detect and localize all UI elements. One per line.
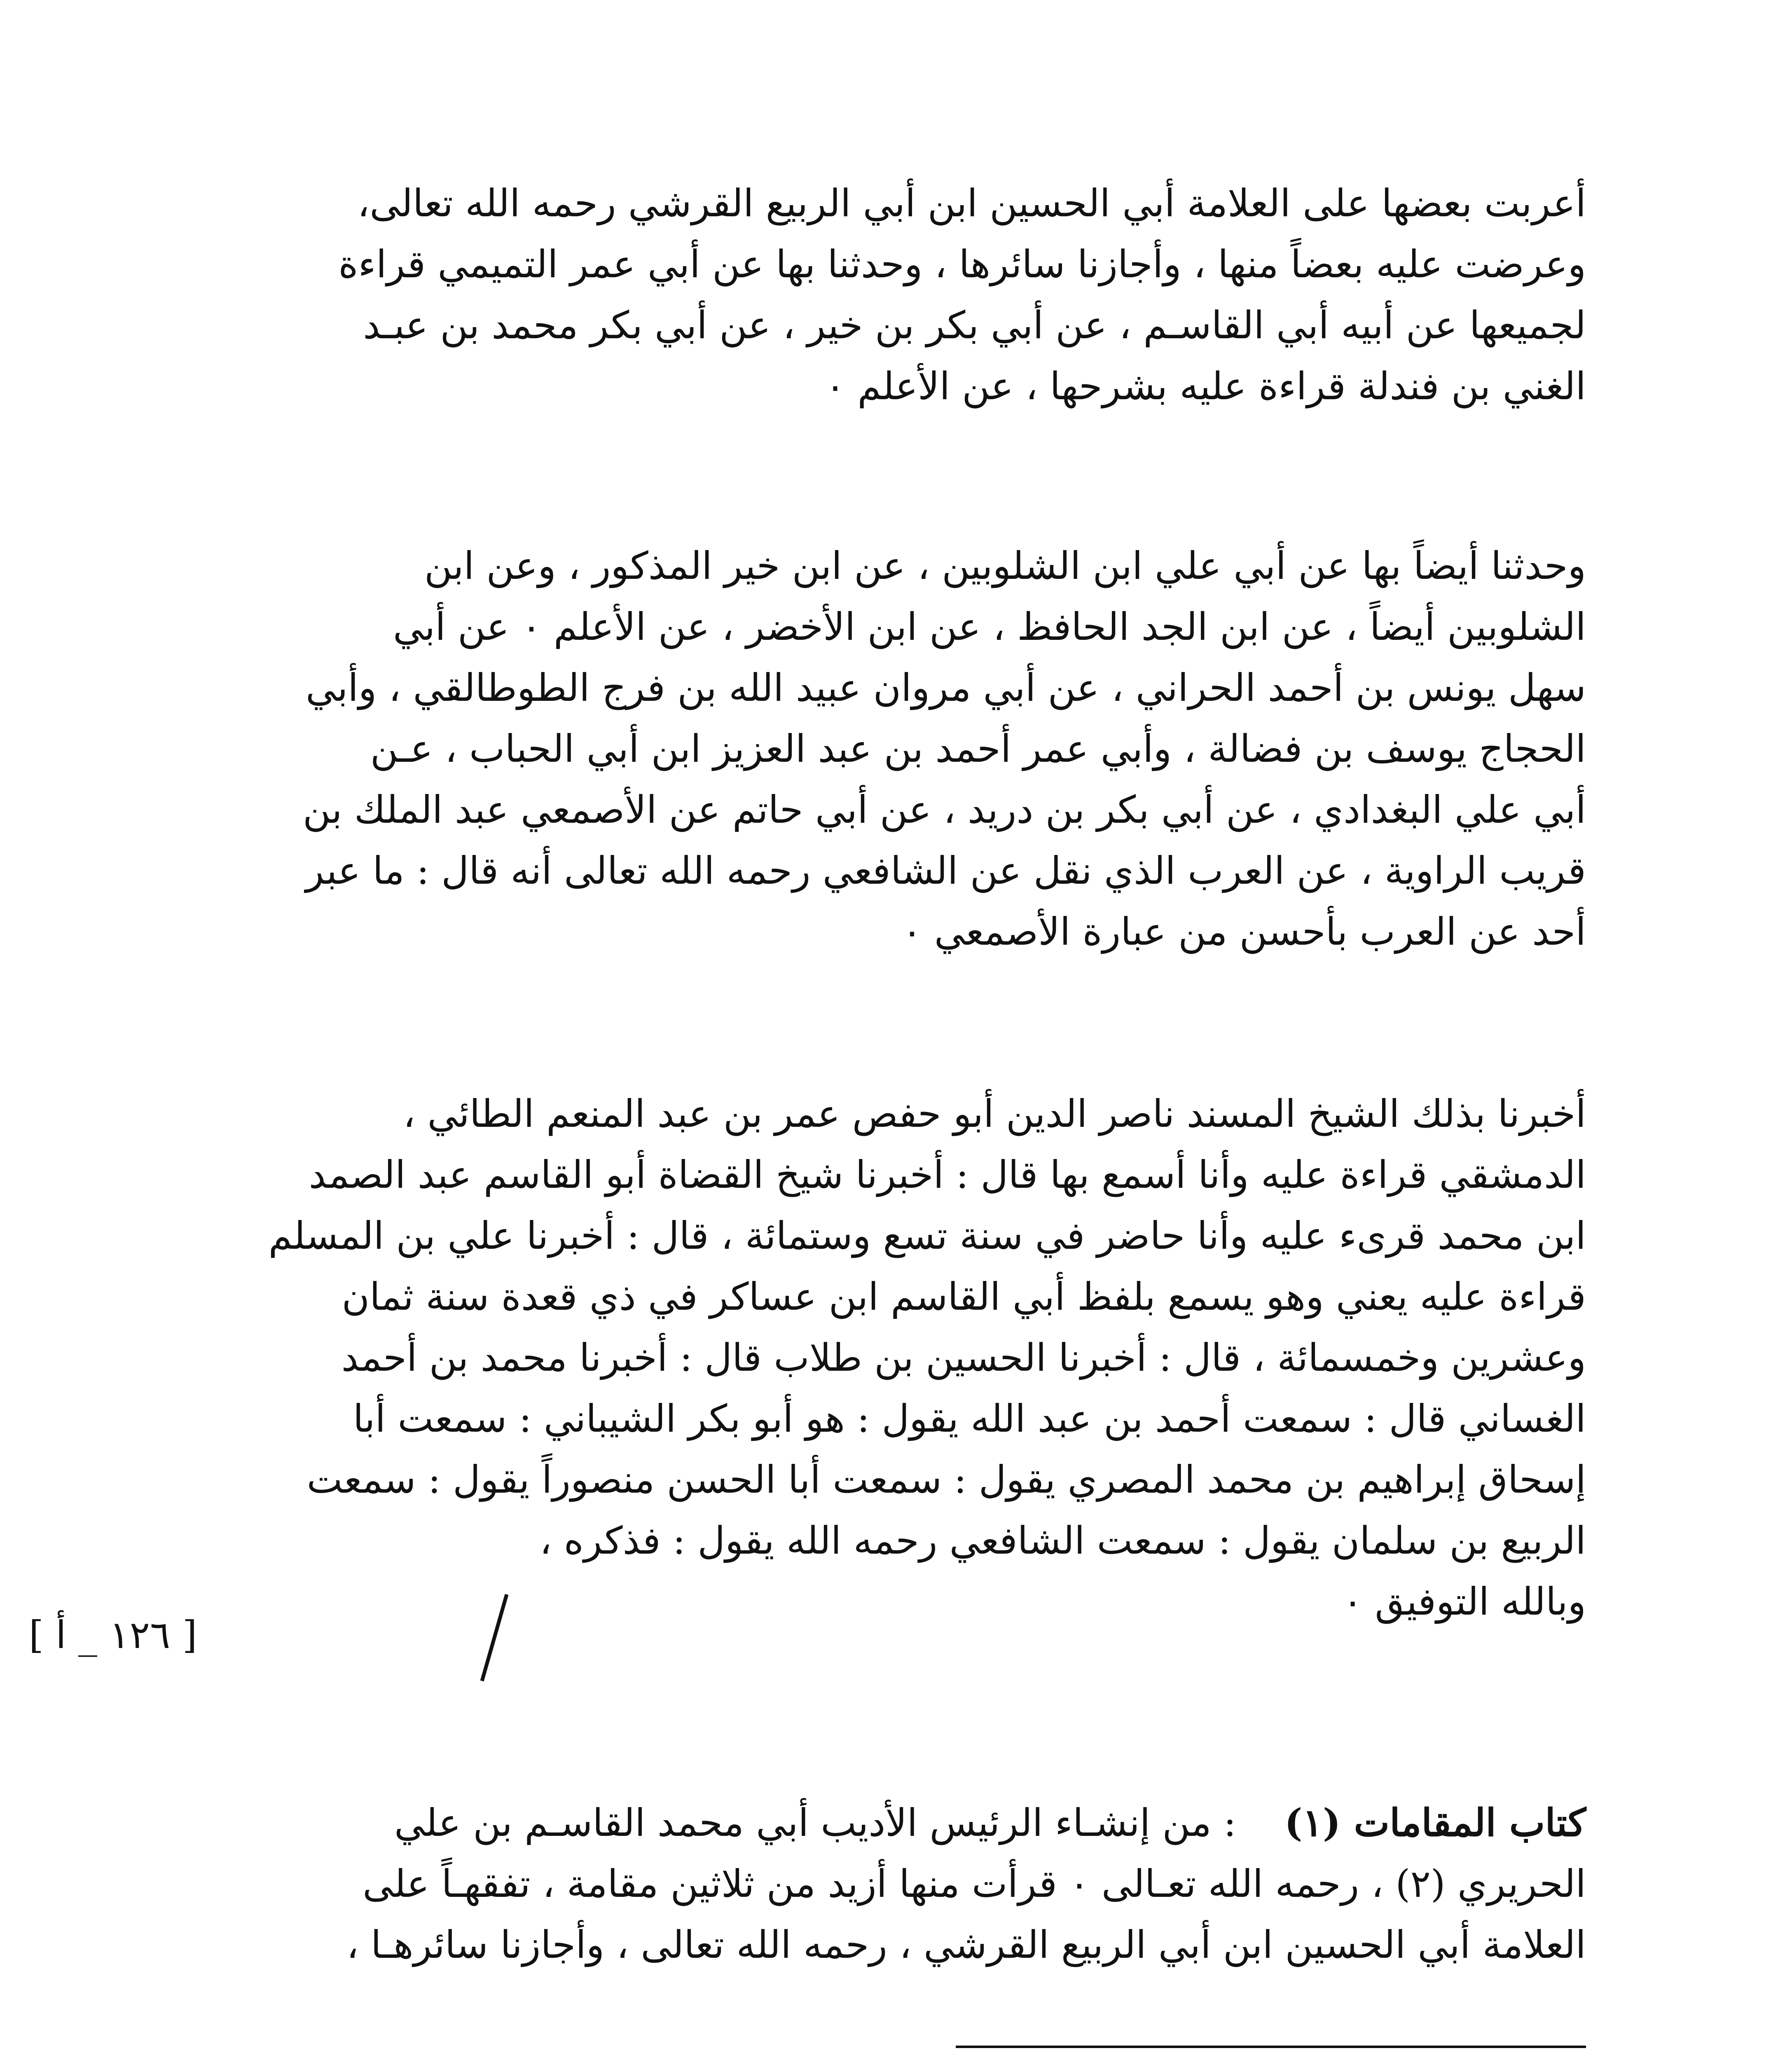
paragraph-1 xyxy=(255,173,1586,417)
text-line: أبي علي البغدادي ، عن أبي بكر بن دريد ، عن أبي حاتم عن الأصمعي عبد الملك بن xyxy=(302,788,1586,832)
text-line: العلامة أبي الحسين ابن أبي الربيع القرشي ، رحمه الله تعالى ، وأجازنا سائرهـا ، xyxy=(346,1923,1586,1967)
folio-slash-mark xyxy=(478,1590,511,1685)
text-line: الربيع بن سلمان يقول : سمعت الشافعي رحمه الله يقول : فذكره ، xyxy=(539,1519,1586,1563)
text-line: وعرضت عليه بعضاً منها ، وأجازنا سائرها ، وحدثنا بها عن أبي عمر التميمي قراءة xyxy=(338,242,1586,286)
folio-marginal-note: [ ١٢٦ _ أ ] xyxy=(29,1613,197,1657)
text-line: أخبرنا بذلك الشيخ المسند ناصر الدين أبو حفص عمر بن عبد المنعم الطائي ، xyxy=(403,1092,1586,1136)
text-line: الدمشقي قراءة عليه وأنا أسمع بها قال : أخبرنا شيخ القضاة أبو القاسم عبد الصمد xyxy=(309,1153,1586,1197)
text-line: إسحاق إبراهيم بن محمد المصري يقول : سمعت أبا الحسن منصوراً يقول : سمعت xyxy=(306,1458,1586,1502)
text-line-with-heading xyxy=(255,1792,1586,1854)
footnote-separator xyxy=(956,2046,1586,2048)
paragraph-2 xyxy=(255,536,1586,962)
text-line: أحد عن العرب بأحسن من عبارة الأصمعي ٠ xyxy=(902,910,1586,954)
text-line: قراءة عليه يعني وهو يسمع بلفظ أبي القاسم ابن عساكر في ذي قعدة سنة ثمان xyxy=(342,1275,1586,1319)
text-line: الحجاج يوسف بن فضالة ، وأبي عمر أحمد بن عبد العزيز ابن أبي الحباب ، عـن xyxy=(370,727,1586,771)
text-line: لجميعها عن أبيه أبي القاسـم ، عن أبي بكر بن خير ، عن أبي بكر محمد بن عبـد xyxy=(363,303,1586,347)
text-line: وحدثنا أيضاً بها عن أبي علي ابن الشلوبين ، عن ابن خير المذكور ، وعن ابن xyxy=(424,544,1586,588)
text-line: : من إنشـاء الرئيس الأديب أبي محمد القاسـم بن علي xyxy=(394,1801,1236,1845)
text-line: قريب الراوية ، عن العرب الذي نقل عن الشافعي رحمه الله تعالى أنه قال : ما عبر xyxy=(305,849,1586,893)
text-line: سهل يونس بن أحمد الحراني ، عن أبي مروان عبيد الله بن فرج الطوطالقي ، وأبي xyxy=(306,666,1586,710)
text-line: الحريري (٢) ، رحمه الله تعـالى ٠ قرأت منها أزيد من ثلاثين مقامة ، تفقهـاً على xyxy=(363,1862,1586,1906)
text-line: وبالله التوفيق ٠ xyxy=(1342,1580,1586,1624)
text-line: ابن محمد قرىء عليه وأنا حاضر في سنة تسع وستمائة ، قال : أخبرنا علي بن المسلم xyxy=(268,1214,1586,1258)
text-line: الغساني قال : سمعت أحمد بن عبد الله يقول : هو أبو بكر الشيباني : سمعت أبا xyxy=(353,1397,1586,1441)
text-line: الشلوبين أيضاً ، عن ابن الجد الحافظ ، عن ابن الأخضر ، عن الأعلم ٠ عن أبي xyxy=(393,605,1586,649)
text-line: وعشرين وخمسمائة ، قال : أخبرنا الحسين بن طلاب قال : أخبرنا محمد بن أحمد xyxy=(341,1336,1586,1380)
book-title-heading: كتاب المقامات (١) xyxy=(1284,1800,1586,1845)
text-line: الغني بن فندلة قراءة عليه بشرحها ، عن الأعلم ٠ xyxy=(825,364,1586,408)
text-line: أعربت بعضها على العلامة أبي الحسين ابن أبي الربيع القرشي رحمه الله تعالى، xyxy=(357,181,1586,225)
paragraph-4 xyxy=(255,1792,1586,1976)
paragraph-3 xyxy=(255,1084,1586,1632)
